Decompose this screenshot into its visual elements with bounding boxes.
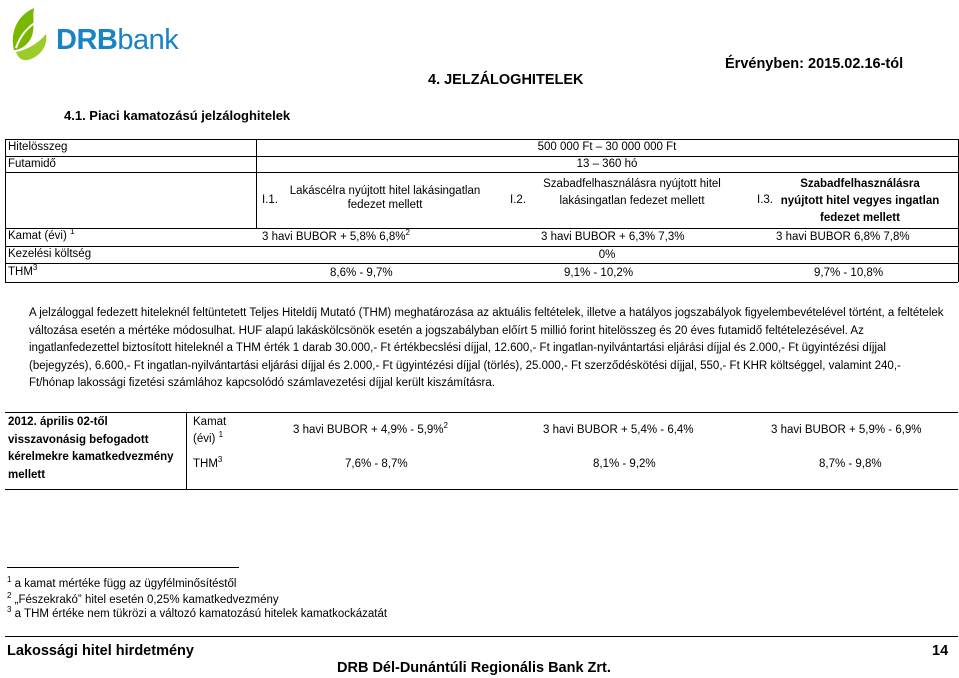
table-line <box>5 172 958 173</box>
section-title: 4.1. Piaci kamatozású jelzáloghitelek <box>64 108 291 123</box>
table-line <box>5 139 6 282</box>
cost-value: 0% <box>598 249 616 261</box>
discount-heading: 2012. április 02-től visszavonásig befogadott kérelmekre kamatkedvezmény mellett <box>8 416 174 481</box>
table-line <box>5 228 958 229</box>
table-line <box>5 139 958 140</box>
product-name-2: Szabadfelhasználásra nyújtott hitel lakásingatlan fedezet mellett <box>543 178 721 207</box>
footer-title: Lakossági hitel hirdetmény <box>7 643 194 659</box>
amount-label: Hitelösszeg <box>8 141 68 153</box>
discount-rate-3: 3 havi BUBOR + 5,9% - 6,9% <box>771 424 922 436</box>
chapter-title: 4. JELZÁLOGHITELEK <box>428 72 584 88</box>
table-line <box>5 263 958 264</box>
rate-value-2: 3 havi BUBOR + 6,3% 7,3% <box>541 231 685 243</box>
rate-value-1: 3 havi BUBOR + 5,8% 6,8%$^2$ <box>262 228 410 243</box>
footnote-separator <box>7 567 239 568</box>
footer-bank-name: DRB Dél-Dunántúli Regionális Bank Zrt. <box>337 660 611 676</box>
thm-label: THM$^3$ <box>8 263 38 278</box>
discount-rate-1: 3 havi BUBOR + 4,9% - 5,9%$^2$ <box>293 421 448 436</box>
discount-thm-3: 8,7% - 9,8% <box>819 458 882 470</box>
table-line <box>5 156 958 157</box>
product-code-1: I.1. <box>262 194 278 206</box>
logo-wordmark: DRBbank <box>56 24 179 56</box>
table-line <box>5 282 958 283</box>
table-line <box>5 246 958 247</box>
amount-value: 500 000 Ft – 30 000 000 Ft <box>537 141 677 153</box>
table-line <box>186 412 187 489</box>
table-line <box>5 412 958 413</box>
term-value: 13 – 360 hó <box>576 158 638 170</box>
discount-rate-2: 3 havi BUBOR + 5,4% - 6,4% <box>543 424 694 436</box>
product-name-3: Szabadfelhasználásra nyújtott hitel vegyes ingatlan fedezet mellett <box>780 178 940 224</box>
term-label: Futamidő <box>8 158 56 170</box>
product-name-1: Lakáscélra nyújtott hitel lakásingatlan fedezet mellett <box>289 185 481 211</box>
discount-rate-label: Kamat (évi) $^1$ <box>193 416 227 445</box>
thm-value-3: 9,7% - 10,8% <box>814 267 884 279</box>
valid-from: Érvényben: 2015.02.16-tól <box>725 56 904 72</box>
discount-thm-2: 8,1% - 9,2% <box>593 458 656 470</box>
footnote-1: $^1$ a kamat mértéke függ az ügyfélminősítéstől <box>7 575 237 590</box>
logo-leaf-icon <box>6 4 58 68</box>
thm-value-1: 8,6% - 9,7% <box>330 267 393 279</box>
table-line <box>5 489 958 490</box>
cost-label: Kezelési költség <box>8 248 92 260</box>
drb-bank-logo <box>6 4 179 68</box>
footnote-3: $^3$ a THM értéke nem tükrözi a változó kamatozású hitelek kamatkockázatát <box>7 605 388 620</box>
product-code-3: I.3. <box>757 194 773 206</box>
thm-note: A jelzáloggal fedezett hiteleknél feltüntetett Teljes Hiteldíj Mutató (THM) meghatározása az aktuális feltételek, illetve a hatályos jogszabályok figyelembevételével történt, a feltételek változása esetén a mértéke módosulhat. HUF alapú lakáskölcsönök esetén a jogszabályban előírt 5 millió forint hitelösszeg és 20 éves futamidő feltételezésével. Az ingatlanfedezettel biztosított hiteleknél a THM érték 1 darab 30.000,- Ft értékbecslési díjjal, 12.600,- Ft ingatlan-nyilvántartási eljárási díjjal és 2.000,- Ft ügyintézési díjjal (bejegyzés), 6.600,- Ft ingatlan-nyilvántartási eljárási díjjal és 2.000,- Ft ügyintézési díjjal (törlés), 25.000,- Ft szerződéskötési díjjal, 550,- Ft KHR költséggel, valamint 240,- Ft/hónap lakossági fizetési számlához kapcsolódó számlavezetési díjjal került kiszámításra. <box>29 307 944 390</box>
discount-thm-1: 7,6% - 8,7% <box>345 458 408 470</box>
product-code-2: I.2. <box>510 194 526 206</box>
page-number: 14 <box>932 643 949 659</box>
thm-value-2: 9,1% - 10,2% <box>564 267 634 279</box>
discount-thm-label: THM$^3$ <box>193 455 223 470</box>
rate-value-3: 3 havi BUBOR 6,8% 7,8% <box>776 231 910 243</box>
footnote-2: $^2$ „Fészekrakó” hitel esetén 0,25% kamatkedvezmény <box>7 591 279 606</box>
rate-label: Kamat (évi) $^1$ <box>8 227 75 242</box>
footer-separator <box>5 636 958 637</box>
